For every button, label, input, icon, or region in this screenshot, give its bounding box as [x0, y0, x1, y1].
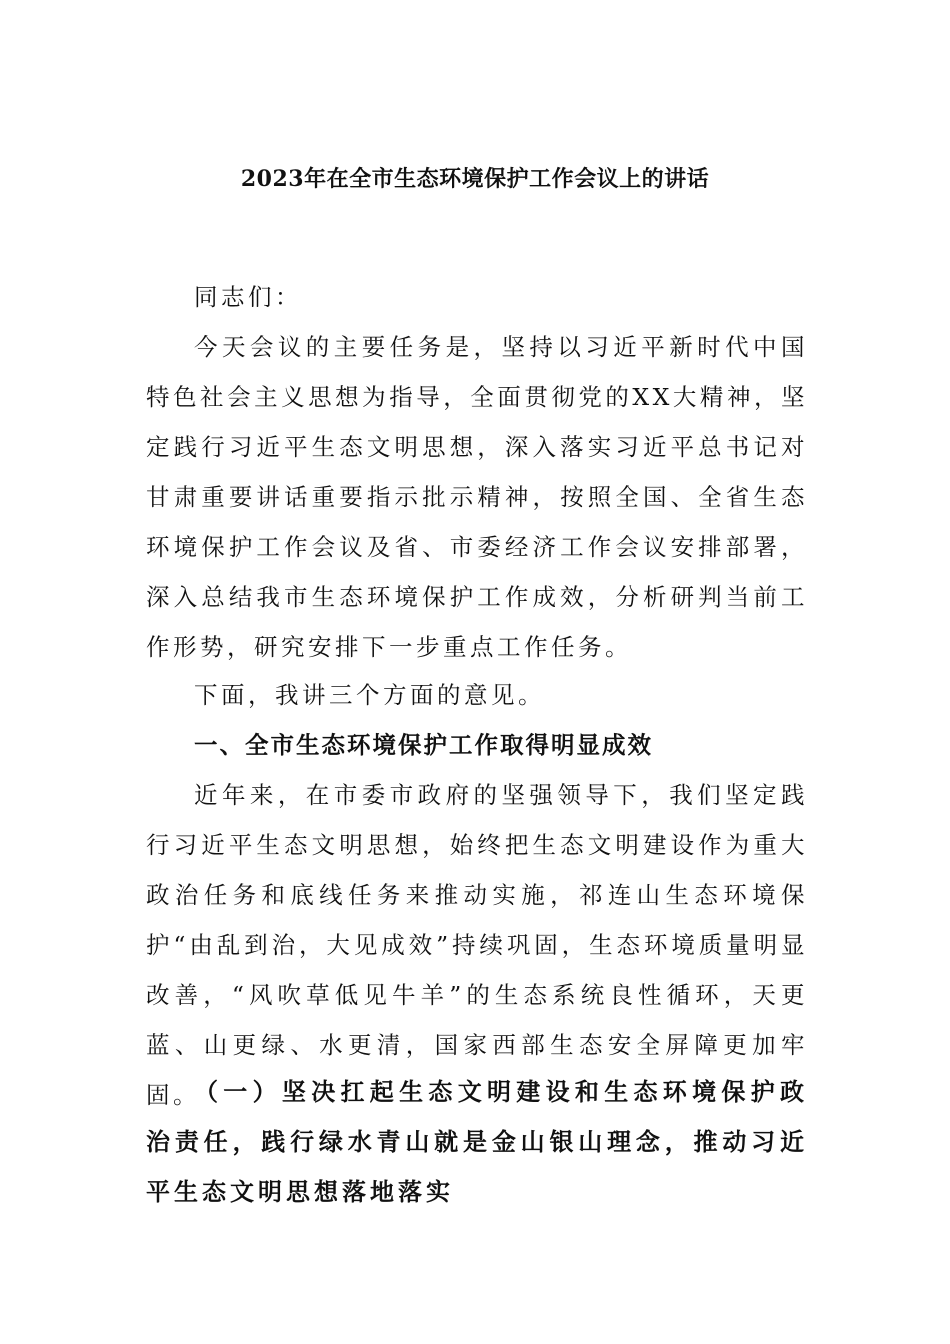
greeting: 同志们： [194, 283, 302, 311]
paragraph-intro: 今天会议的主要任务是，坚持以习近平新时代中国特色社会主义思想为指导，全面贯彻党的XX大精神，坚定践行习近平生态文明思想，深入落实习近平总书记对甘肃重要讲话重要指示批示精神，按照全国、全省生态环境保护工作会议及省、市委经济工作会议安排部署，深入总结我市生态环境保护工作成效，分析研判当前工作形势，研究安排下一步重点工作任务。 [146, 333, 808, 661]
section-heading-1: 一、全市生态环境保护工作取得明显成效 [194, 731, 653, 759]
document-title: 2023年在全市生态环境保护工作会议上的讲话 [240, 166, 710, 192]
paragraph-outline: 下面，我讲三个方面的意见。 [194, 681, 545, 709]
paragraph-achievements: 近年来，在市委市政府的坚强领导下，我们坚定践行习近平生态文明思想，始终把生态文明建设作为重大政治任务和底线任务来推动实施，祁连山生态环境保护“由乱到治，大见成效”持续巩固，生态环境质量明显改善，“风吹草低见牛羊”的生态系统良性循环，天更蓝、山更绿、水更清，国家西部生态安全屏障更加牢固。 [146, 781, 808, 1109]
subsection-heading-1: （一）坚决扛起生态文明建设和生态环境保护政治责任，践行绿水青山就是金山银山理念，推动习近平生态文明思想落地落实 [146, 1077, 808, 1206]
